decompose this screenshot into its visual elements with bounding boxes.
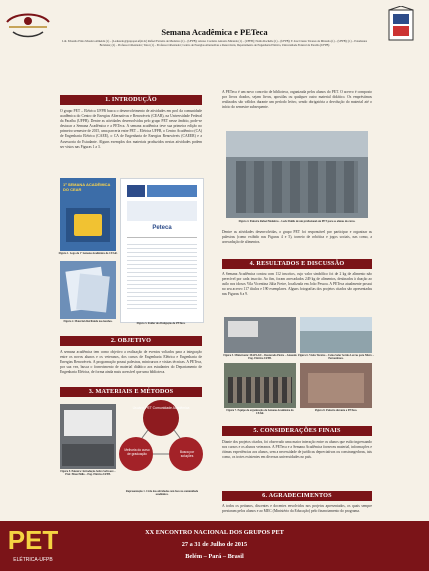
section-heading-conclusions: 5. CONSIDERAÇÕES FINAIS [222, 426, 372, 436]
event-location: Belém – Pará – Brasil [185, 553, 244, 560]
figure-6-caption: Figura 6. Visita Técnica – Usina Solar Sertão Lavras para Micro – Pernambuco. [298, 354, 374, 361]
section-heading-thanks: 6. AGRADECIMENTOS [222, 491, 372, 501]
footer-banner [0, 521, 429, 571]
figure-1-poster [60, 178, 116, 251]
header [0, 0, 429, 75]
figure-4-photo [226, 131, 368, 218]
representation-1-caption: Representação 1. Ciclo das atividades com foco na comunidade acadêmica. [125, 490, 199, 497]
figure-3-folder [120, 178, 204, 323]
cycle-left-label: Melhoria do curso de graduação [124, 448, 150, 456]
figure-8-caption: Figura 8. Palestra durante a PETeca. [314, 409, 358, 412]
intro-text: O grupo PET – Elétrica UFPB busca o desenvolvimento de atividades em prol da comunidade acadêmica do Centro de Energias Alternativas e Renováveis (CEAR), na Universidade Federal da Paraíba (UFPB). Dentre as atividades desenvolvidas pelo grupo PET nesse âmbito, pode-se destacar a Semana Acadêmica e a PETeca. A semana acadêmica teve sua primeira edição no primeiro semestre de 2015, uma parceria entre PET – Elétrica UFPB, o Centro Acadêmico (CA) de Engenharia Elétrica (CAEE), o CA de Engenharia de Energias Renováveis (CAEER) e a Assessoria do Estudante. Alguns exemplos dos materiais produzidos nestas atividades podem ser vistos nas Figuras 1 a 3. [60, 109, 202, 149]
event-name: XX ENCONTRO NACIONAL DOS GRUPOS PET [145, 529, 284, 536]
section-heading-methods: 3. MATERIAIS E MÉTODOS [60, 387, 202, 397]
figure-7-photo [224, 363, 296, 408]
activities-text: Dentre as atividades desenvolvidas, o grupo PET foi responsável por participar e organizar as palestras (como exibido nas Figuras 4 e 5), torneio de robótica e jogos sociais, nas como, a arrecadação de alimentos. [222, 230, 372, 245]
cycle-right-label: Busca por soluções [179, 450, 195, 458]
figure-7-caption: Figura 7. Equipe de organização da Semana Acadêmica do CEAR. [226, 409, 294, 416]
cycle-center-label: Usuário PET Comunidade Acadêmica [132, 406, 190, 410]
poster-title-text: 1ª SEMANA ACADÊMICA DO CEAR [63, 182, 111, 192]
figure-9-photo [60, 404, 116, 469]
figure-5-caption: Figura 5. Ministrante: MAPLAD – Doutorado Pietro – Atuando Eng. Elétrica UFPB. [223, 354, 297, 361]
ufpb-seal-icon [377, 6, 425, 46]
figure-1-caption: Figura 1. Logo da 1ª Semana Acadêmica do CEAR. [58, 252, 118, 255]
section-heading-intro: 1. INTRODUÇÃO [60, 95, 202, 105]
pet-emblem-icon [3, 8, 53, 44]
pet-logo-subtitle: ELÉTRICA-UFPB [13, 557, 53, 563]
figure-2-caption: Figura 2. Material distribuído nos lanches. [63, 320, 113, 323]
event-dates: 27 a 31 de Julho de 2015 [181, 541, 248, 548]
results-text: A Semana Acadêmica contou com 112 inscritos, cujo valor simbólico foi de 2 kg de alimento não perecível por cada inscrito. Ao fim, foram arrecadados 249 kg de alimentos, destinados à doação ao asilo nos idosos Vila Vicentina Júlia Freire, localizada em João Pessoa. A PETeca atualmente possui no seu acervo 117 títulos e 190 exemplares. Alguns fotografias dos projetos citados são apresentadas nas Figuras 6 a 9. [222, 272, 372, 297]
figure-3-caption: Figura 3. Folder de divulgação da PETeca. [136, 322, 186, 325]
figure-6-photo [300, 317, 372, 353]
thanks-text: A todos os petianos, discentes e docentes envolvidos nos projetos apresentados, os quais sempre prestaram pelos alunos e ao MEC (Ministério da Educação) pelo financiamento do programa. [222, 504, 372, 514]
peteca-title: Peteca [152, 225, 172, 231]
objective-text: A semana acadêmica tem como objetivo a realização de eventos voltados para a integração entre os novos alunos e os veteranos, dos cursos de Engenharia Elétrica e Engenharia de Energias Renováveis. A programação possui palestras, minicursos e visitas técnicas. A PETeca, por sua vez, busca o fornecimento de material didático aos estudantes do Departamento de Engenharia Elétrica, de forma ainda mais acessível que uma biblioteca. [60, 350, 202, 375]
figure-2-photo [60, 261, 116, 319]
authors-block: L.R. Eduardo Pinto Moreira Almeida (1) – (Leduardo@grupopet.ufpb.br) Rafael Ferreira de Medeiros (1) – (UFPB); Alonso Cordeiro Antonio Miranda (1) – (UFPB); Nadia Rochelle (1) – (UFPB); E José Cássio Tavares de Miranda (1) – (UFPB); (1) – Estudantes Bolsistas; (2) – Professor Orientador; Tutor (1) – Professor Orientador; Centro de Energias Alternativas e Renováveis, Departamento de Engenharia Elétrica, Universidade Federal da Paraíba (UFPB) [62, 39, 367, 48]
peteca-description: A PETeca é um novo conceito de biblioteca, organizada pelos alunos do PET. O acervo é composto por livros doados, sejam livros, apostilas ou qualquer outro material didático. Os empréstimos realizados são válidos durante um período letivo, sendo obrigatória a devolução do material até o início do semestre subsequente. [222, 90, 372, 110]
poster-title: Semana Acadêmica e PETeca [161, 27, 268, 37]
figure-4-caption: Figura 4. Palestra Rafael Medeiros – Leds Fidelis de um profissional em PET para os alunos do curso. [238, 220, 356, 223]
pet-logo-text: PET [7, 525, 59, 555]
figure-8-photo [300, 363, 372, 408]
section-heading-objective: 2. OBJETIVO [60, 336, 202, 346]
figure-5-photo [224, 317, 296, 353]
figure-9-caption: Figura 9. Palestra: Introdução Sobre Software – Prof. Elton Hélio – Eng. Elétrica UFPB. [60, 470, 116, 477]
section-heading-results: 4. RESULTADOS E DISCUSSÃO [222, 259, 372, 269]
activity-cycle-diagram [118, 398, 204, 488]
conclusions-text: Diante dos projetos citados, foi observado uma maior interação entre os alunos que estão ingressando nos cursos e os alunos veteranos. A PETeca e a Semana Acadêmica forneceu material, informações e ótimas experiências aos alunos, sem a necessidade de jurídicas depreciativas ou constrangedoras, tais como, os trotes existentes em diversas universidades no país. [222, 440, 372, 460]
